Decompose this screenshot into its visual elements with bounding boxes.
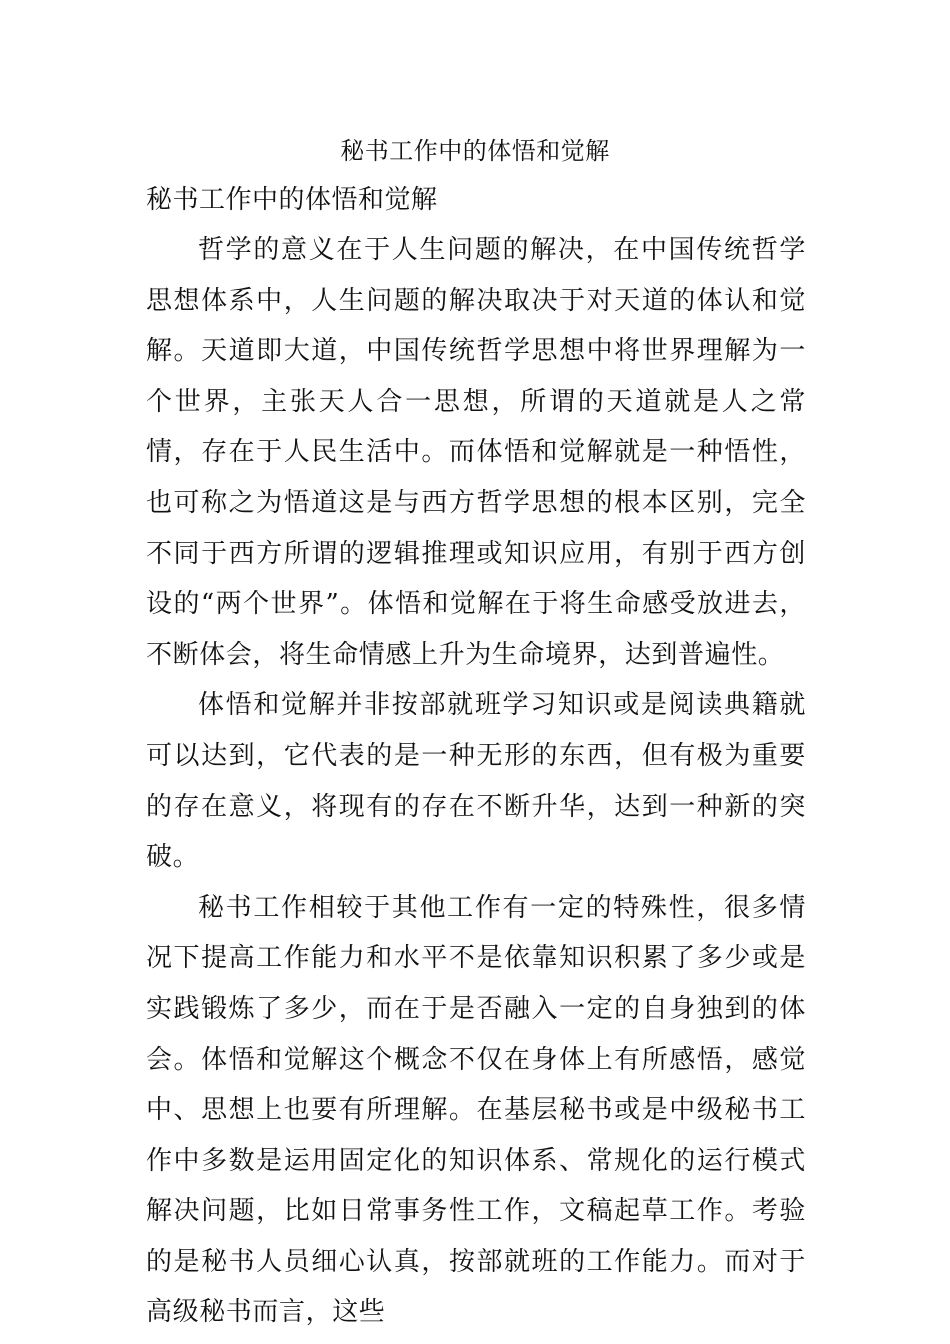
document-title: 秘书工作中的体悟和觉解 (340, 137, 610, 165)
paragraph-2: 体悟和觉解并非按部就班学习知识或是阅读典籍就可以达到，它代表的是一种无形的东西，但有极为重要的存在意义，将现有的存在不断升华，达到一种新的突破。 (146, 690, 806, 873)
document-subtitle: 秘书工作中的体悟和觉解 (146, 185, 438, 215)
paragraph-1: 哲学的意义在于人生问题的解决，在中国传统哲学思想体系中，人生问题的解决取决于对天道的体认和觉解。天道即大道，中国传统哲学思想中将世界理解为一个世界，主张天人合一思想，所谓的天道就是人之常情，存在于人民生活中。而体悟和觉解就是一种悟性，也可称之为悟道这是与西方哲学思想的根本区别，完全不同于西方所谓的逻辑推理或知识应用，有别于西方创设的“两个世界”。体悟和觉解在于将生命感受放进去，不断体会，将生命情感上升为生命境界，达到普遍性。 (146, 235, 806, 670)
document-body (146, 225, 806, 1338)
paragraph-3: 秘书工作相较于其他工作有一定的特殊性，很多情况下提高工作能力和水平不是依靠知识积累了多少或是实践锻炼了多少，而在于是否融入一定的自身独到的体会。体悟和觉解这个概念不仅在身体上有所感悟，感觉中、思想上也要有所理解。在基层秘书或是中级秘书工作中多数是运用固定化的知识体系、常规化的运行模式解决问题，比如日常事务性工作，文稿起草工作。考验的是秘书人员细心认真，按部就班的工作能力。而对于高级秘书而言，这些 (146, 892, 806, 1328)
